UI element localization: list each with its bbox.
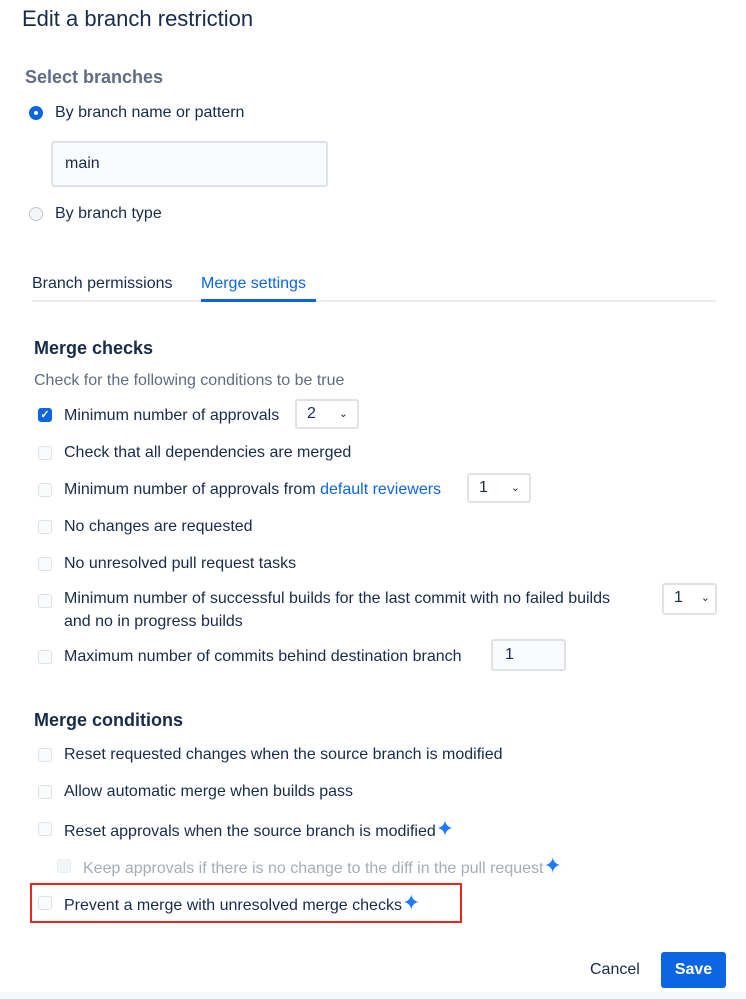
default-reviewers-link[interactable]: default reviewers — [320, 481, 442, 498]
dependencies-label: Check that all dependencies are merged — [64, 444, 352, 461]
checkbox-commits-behind[interactable] — [38, 650, 52, 664]
tab-divider — [32, 300, 716, 302]
select-value: 1 — [479, 479, 488, 496]
label-text: Minimum number of approvals from — [64, 481, 321, 498]
successful-builds-select[interactable] — [662, 583, 717, 615]
select-value: 2 — [307, 405, 316, 422]
commits-behind-label: Maximum number of commits behind destination branch — [64, 648, 462, 665]
auto-merge-label: Allow automatic merge when builds pass — [64, 783, 354, 800]
label-text: Keep approvals if there is no change to the diff in the pull request — [83, 860, 544, 877]
branch-pattern-input[interactable]: main — [51, 141, 328, 187]
min-approvals-select[interactable] — [295, 399, 359, 429]
checkbox-prevent-merge[interactable] — [38, 896, 52, 910]
active-tab-indicator — [201, 299, 316, 302]
no-changes-label: No changes are requested — [64, 518, 253, 535]
sparkle-icon: ✦ — [435, 816, 455, 841]
chevron-down-icon: ⌄ — [700, 592, 710, 604]
tab-branch-permissions[interactable]: Branch permissions — [32, 275, 173, 292]
chevron-down-icon: ⌄ — [338, 408, 348, 420]
reset-requested-label: Reset requested changes when the source branch is modified — [64, 746, 503, 763]
sparkle-icon: ✦ — [401, 890, 421, 915]
prevent-merge-label — [64, 890, 421, 916]
checkbox-reset-approvals[interactable] — [38, 822, 52, 836]
checkbox-successful-builds[interactable] — [38, 594, 52, 608]
commits-behind-input[interactable]: 1 — [491, 639, 566, 671]
reset-approvals-label — [64, 816, 455, 842]
tab-merge-settings[interactable]: Merge settings — [201, 275, 306, 292]
radio-by-type[interactable] — [29, 207, 43, 221]
successful-builds-label: Minimum number of successful builds for the last commit with no failed builds — [64, 590, 610, 607]
save-button[interactable]: Save — [661, 952, 726, 988]
default-reviewers-label — [64, 480, 441, 500]
keep-approvals-label — [83, 853, 562, 879]
cancel-button[interactable]: Cancel — [590, 961, 640, 978]
page-title: Edit a branch restriction — [22, 6, 254, 31]
checkbox-no-unresolved-tasks[interactable] — [38, 557, 52, 571]
checkbox-min-approvals[interactable]: ✓ — [38, 408, 52, 422]
checkbox-dependencies[interactable] — [38, 446, 52, 460]
radio-by-type-label[interactable]: By branch type — [55, 205, 162, 222]
checkbox-default-reviewers[interactable] — [38, 483, 52, 497]
label-text: Prevent a merge with unresolved merge checks — [64, 897, 402, 914]
merge-checks-heading: Merge checks — [34, 338, 154, 358]
select-value: 1 — [674, 589, 683, 606]
checkbox-no-changes-requested[interactable] — [38, 520, 52, 534]
chevron-down-icon: ⌄ — [510, 482, 520, 494]
label-text: Reset approvals when the source branch is modified — [64, 823, 436, 840]
no-unresolved-label: No unresolved pull request tasks — [64, 555, 297, 572]
checkbox-auto-merge[interactable] — [38, 785, 52, 799]
default-reviewers-select[interactable] — [467, 473, 531, 503]
footer-shadow — [0, 992, 746, 999]
select-branches-heading: Select branches — [25, 67, 164, 87]
successful-builds-label-2: and no in progress builds — [64, 613, 243, 630]
merge-conditions-heading: Merge conditions — [34, 710, 184, 730]
checkbox-reset-requested-changes[interactable] — [38, 748, 52, 762]
radio-by-name[interactable] — [29, 106, 43, 120]
radio-by-name-label[interactable]: By branch name or pattern — [55, 104, 245, 121]
min-approvals-label: Minimum number of approvals — [64, 407, 280, 424]
merge-checks-subtitle: Check for the following conditions to be true — [34, 372, 345, 389]
sparkle-icon: ✦ — [543, 853, 562, 878]
checkbox-keep-approvals — [57, 859, 71, 873]
